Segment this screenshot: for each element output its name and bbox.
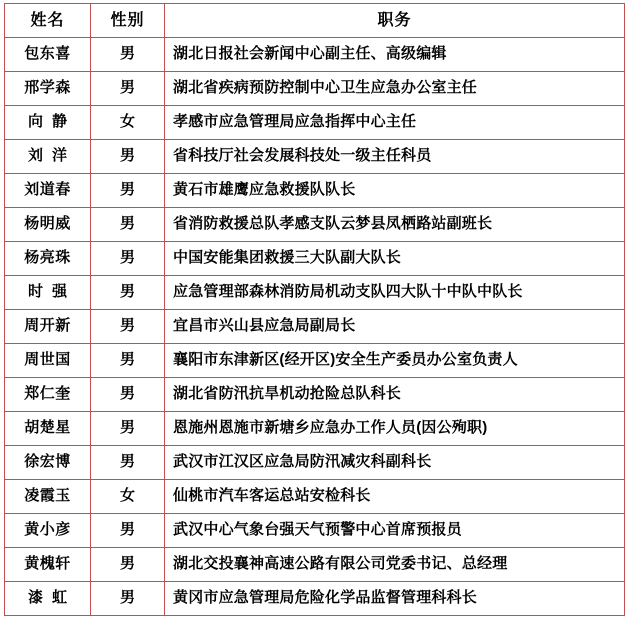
cell-sex: 男 — [91, 276, 165, 310]
cell-post: 宜昌市兴山县应急局副局长 — [165, 310, 625, 344]
table-header — [5, 4, 625, 38]
table-row — [5, 344, 625, 378]
cell-name: 邢学森 — [5, 72, 91, 106]
cell-post: 孝感市应急管理局应急指挥中心主任 — [165, 106, 625, 140]
cell-name: 杨亮珠 — [5, 242, 91, 276]
cell-sex: 男 — [91, 378, 165, 412]
table-header-row — [5, 4, 625, 38]
table-row — [5, 378, 625, 412]
table-row — [5, 446, 625, 480]
cell-post: 襄阳市东津新区(经开区)安全生产委员办公室负责人 — [165, 344, 625, 378]
cell-name-text: 向静 — [27, 113, 76, 131]
cell-name: 黄槐轩 — [5, 548, 91, 582]
cell-post: 武汉市江汉区应急局防汛减灾科副科长 — [165, 446, 625, 480]
table-row — [5, 242, 625, 276]
cell-sex: 男 — [91, 174, 165, 208]
cell-sex: 女 — [91, 106, 165, 140]
table-row — [5, 310, 625, 344]
cell-sex: 男 — [91, 412, 165, 446]
cell-sex: 男 — [91, 140, 165, 174]
cell-name-text: 时强 — [27, 283, 76, 301]
cell-name — [5, 276, 91, 310]
cell-sex: 男 — [91, 344, 165, 378]
cell-name: 周开新 — [5, 310, 91, 344]
cell-sex: 男 — [91, 242, 165, 276]
table-row — [5, 548, 625, 582]
cell-name — [5, 106, 91, 140]
cell-name — [5, 582, 91, 616]
table-row — [5, 412, 625, 446]
cell-sex: 男 — [91, 514, 165, 548]
table-row — [5, 106, 625, 140]
cell-post: 省科技厅社会发展科技处一级主任科员 — [165, 140, 625, 174]
cell-name-text: 漆虹 — [27, 589, 76, 607]
cell-post: 应急管理部森林消防局机动支队四大队十中队中队长 — [165, 276, 625, 310]
column-header-sex: 性别 — [91, 4, 165, 38]
cell-name: 胡楚星 — [5, 412, 91, 446]
column-header-name: 姓名 — [5, 4, 91, 38]
cell-name — [5, 140, 91, 174]
cell-post: 黄冈市应急管理局危险化学品监督管理科科长 — [165, 582, 625, 616]
cell-sex: 男 — [91, 446, 165, 480]
cell-name: 刘道春 — [5, 174, 91, 208]
cell-name: 包东喜 — [5, 38, 91, 72]
cell-name: 周世国 — [5, 344, 91, 378]
cell-name: 凌霞玉 — [5, 480, 91, 514]
cell-sex: 男 — [91, 582, 165, 616]
table-row — [5, 174, 625, 208]
cell-sex: 男 — [91, 310, 165, 344]
cell-post: 湖北省防汛抗旱机动抢险总队科长 — [165, 378, 625, 412]
table-body — [5, 38, 625, 616]
table-row — [5, 38, 625, 72]
cell-post: 省消防救援总队孝感支队云梦县凤栖路站副班长 — [165, 208, 625, 242]
cell-sex: 女 — [91, 480, 165, 514]
cell-post: 恩施州恩施市新塘乡应急办工作人员(因公殉职) — [165, 412, 625, 446]
cell-sex: 男 — [91, 72, 165, 106]
cell-sex: 男 — [91, 548, 165, 582]
cell-name: 徐宏博 — [5, 446, 91, 480]
table-row — [5, 140, 625, 174]
cell-sex: 男 — [91, 208, 165, 242]
cell-name: 郑仁奎 — [5, 378, 91, 412]
roster-table — [4, 3, 625, 616]
cell-post: 湖北省疾病预防控制中心卫生应急办公室主任 — [165, 72, 625, 106]
cell-sex: 男 — [91, 38, 165, 72]
cell-post: 武汉中心气象台强天气预警中心首席预报员 — [165, 514, 625, 548]
cell-name: 杨明威 — [5, 208, 91, 242]
column-header-post: 职务 — [165, 4, 625, 38]
cell-post: 湖北交投襄神高速公路有限公司党委书记、总经理 — [165, 548, 625, 582]
cell-post: 仙桃市汽车客运总站安检科长 — [165, 480, 625, 514]
table-row — [5, 276, 625, 310]
cell-name: 黄小彦 — [5, 514, 91, 548]
table-row — [5, 582, 625, 616]
cell-post: 中国安能集团救援三大队副大队长 — [165, 242, 625, 276]
cell-name-text: 刘洋 — [27, 147, 76, 165]
table-row — [5, 208, 625, 242]
table-row — [5, 72, 625, 106]
table-row — [5, 480, 625, 514]
cell-post: 黄石市雄鹰应急救援队队长 — [165, 174, 625, 208]
table-row — [5, 514, 625, 548]
cell-post: 湖北日报社会新闻中心副主任、高级编辑 — [165, 38, 625, 72]
